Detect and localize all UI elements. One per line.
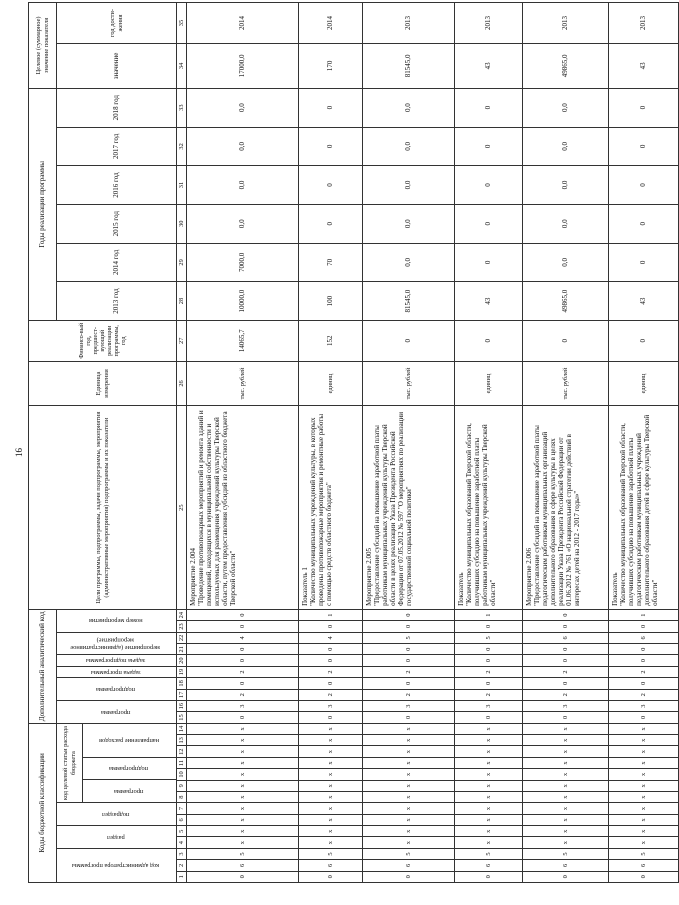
code-cell: 0 (523, 621, 609, 632)
header-extra-program: программа (100, 708, 131, 716)
code-cell: 0 (523, 609, 609, 620)
code-cell: x (187, 780, 299, 791)
code-cell: x (455, 746, 523, 757)
table-row (299, 3, 363, 883)
header-year-2016: 2016 год (57, 166, 177, 205)
program-table (28, 2, 679, 883)
row-year-value: 0,0 (523, 204, 609, 243)
header-extra-subprogram: подпрограмма (95, 685, 135, 693)
code-cell: x (299, 769, 363, 780)
code-cell: 0 (299, 871, 363, 882)
code-cell: x (363, 814, 455, 825)
row-description: Показатель 1 "Количество муниципальных учреждений культуры, в которых проведены противопожарные мероприятия и ремонтные работы с помощью средств областного бюджета" (299, 406, 363, 610)
code-cell: 1 (609, 609, 679, 620)
row-year-value: 0 (609, 88, 679, 127)
code-cell: x (187, 735, 299, 746)
row-description: Мероприятие 2.004 "Проведение противопожарных мероприятий и ремонта зданий и помещений, находящихся в муниципальной собственности и используемых для размещения учреждений культуры Тверской области, путем предоставления субсидий из областного бюджета Тверской области" (187, 406, 299, 610)
code-cell: x (363, 780, 455, 791)
code-cell: x (523, 803, 609, 814)
code-cell: x (187, 723, 299, 734)
header-task-program: задача программы (90, 668, 141, 676)
row-target-year: 2013 (523, 3, 609, 44)
code-cell: x (299, 792, 363, 803)
row-target-year: 2013 (609, 3, 679, 44)
row-year-value: 0 (455, 127, 523, 166)
row-year-value: 0,0 (363, 127, 455, 166)
row-fin-year-value: 0 (363, 320, 455, 361)
code-cell: x (299, 826, 363, 837)
code-cell: 0 (609, 644, 679, 655)
code-cell: x (523, 769, 609, 780)
code-cell: 0 (363, 609, 455, 620)
code-cell: x (187, 803, 299, 814)
code-cell: x (187, 792, 299, 803)
code-cell: x (455, 814, 523, 825)
code-cell: 4 (299, 632, 363, 643)
row-target-value: 81545,0 (363, 44, 455, 89)
code-cell: 0 (363, 871, 455, 882)
column-number: 26 (177, 361, 187, 406)
row-year-value: 0 (609, 127, 679, 166)
code-cell: 0 (523, 655, 609, 666)
column-number: 13 (177, 735, 187, 746)
code-cell: 6 (609, 632, 679, 643)
code-cell: 4 (187, 632, 299, 643)
code-cell: 0 (299, 655, 363, 666)
code-cell: 6 (187, 860, 299, 871)
header-target-article: код целевой статьи расхода бюджета (58, 724, 83, 803)
code-cell: x (299, 723, 363, 734)
row-year-value: 0 (299, 127, 363, 166)
code-cell: x (455, 826, 523, 837)
code-cell: x (609, 757, 679, 768)
code-cell: 0 (299, 712, 363, 723)
code-cell: 0 (363, 644, 455, 655)
row-year-value: 0,0 (187, 88, 299, 127)
code-cell: x (455, 780, 523, 791)
row-year-value: 0,0 (187, 127, 299, 166)
code-cell: 0 (455, 871, 523, 882)
code-cell: 2 (609, 689, 679, 700)
code-cell: 3 (609, 700, 679, 711)
column-number: 9 (177, 780, 187, 791)
header-goals: Цели программы, подпрограммы, задачи подпрограммы, мероприятия (административные мероприятия) подпрограммы и их показатели (29, 406, 177, 610)
code-cell: x (609, 780, 679, 791)
code-cell: 2 (363, 666, 455, 677)
row-year-value: 43 (455, 282, 523, 321)
code-cell: 6 (363, 860, 455, 871)
code-cell: 0 (523, 678, 609, 689)
code-cell: x (455, 769, 523, 780)
code-cell: 0 (299, 644, 363, 655)
column-number: 11 (177, 757, 187, 768)
code-cell: 2 (609, 666, 679, 677)
code-cell: x (299, 814, 363, 825)
code-cell: 6 (523, 632, 609, 643)
row-target-value: 49865,0 (523, 44, 609, 89)
code-cell: x (187, 814, 299, 825)
code-cell: 0 (299, 621, 363, 632)
code-cell: 0 (523, 644, 609, 655)
row-year-value: 100 (299, 282, 363, 321)
code-cell: 5 (299, 848, 363, 859)
row-year-value: 0,0 (523, 88, 609, 127)
code-cell: 5 (523, 848, 609, 859)
code-cell: x (299, 746, 363, 757)
column-number: 28 (177, 282, 187, 321)
row-year-value: 81545,0 (363, 282, 455, 321)
code-cell: x (609, 769, 679, 780)
row-target-value: 170 (299, 44, 363, 89)
code-cell: 1 (299, 609, 363, 620)
row-unit: тыс. рублей (363, 361, 455, 406)
row-year-value: 0 (299, 204, 363, 243)
column-number: 1 (177, 871, 187, 882)
row-unit: единиц (299, 361, 363, 406)
row-year-value: 0 (609, 243, 679, 282)
code-cell: 0 (187, 644, 299, 655)
column-number: 32 (177, 127, 187, 166)
code-cell: x (363, 757, 455, 768)
column-number: 2 (177, 860, 187, 871)
code-cell: x (609, 723, 679, 734)
row-fin-year-value: 0 (523, 320, 609, 361)
code-cell: x (609, 826, 679, 837)
column-number: 25 (177, 406, 187, 610)
code-cell: x (455, 723, 523, 734)
row-unit: тыс. рублей (187, 361, 299, 406)
column-number: 27 (177, 320, 187, 361)
header-year-2015: 2015 год (57, 204, 177, 243)
header-event: мероприятие (административное мероприятие) (70, 636, 161, 651)
code-cell: x (523, 792, 609, 803)
row-fin-year-value: 14065,7 (187, 320, 299, 361)
code-cell: x (187, 837, 299, 848)
column-number: 16 (177, 700, 187, 711)
table-row (455, 3, 523, 883)
code-cell: x (455, 735, 523, 746)
row-year-value: 7000,0 (187, 243, 299, 282)
table-row (363, 3, 455, 883)
header-expense-direction: направление расходов (98, 736, 160, 744)
column-number: 31 (177, 166, 187, 205)
row-year-value: 0,0 (523, 243, 609, 282)
code-cell: x (299, 803, 363, 814)
row-target-value: 43 (609, 44, 679, 89)
row-year-value: 0,0 (187, 166, 299, 205)
code-cell: x (299, 837, 363, 848)
code-cell: 0 (363, 678, 455, 689)
header-subprogram: подпрограмма (109, 765, 149, 773)
code-cell: 2 (299, 689, 363, 700)
header-section: раздел (106, 833, 125, 841)
code-cell: 2 (299, 666, 363, 677)
code-cell: 0 (187, 678, 299, 689)
code-cell: 6 (523, 860, 609, 871)
row-year-value: 0 (455, 166, 523, 205)
code-cell: 0 (187, 871, 299, 882)
code-cell: 0 (455, 712, 523, 723)
row-year-value: 0 (609, 204, 679, 243)
code-cell: 3 (363, 700, 455, 711)
row-year-value: 0 (455, 243, 523, 282)
code-cell: x (187, 769, 299, 780)
code-cell: x (609, 746, 679, 757)
code-cell: x (455, 837, 523, 848)
row-target-year: 2014 (299, 3, 363, 44)
code-cell: x (609, 803, 679, 814)
row-year-value: 0,0 (187, 204, 299, 243)
code-cell: x (523, 826, 609, 837)
column-number: 5 (177, 826, 187, 837)
code-cell: 5 (455, 632, 523, 643)
code-cell: x (523, 837, 609, 848)
code-cell: x (455, 792, 523, 803)
code-cell: x (363, 735, 455, 746)
row-target-value: 17000,0 (187, 44, 299, 89)
code-cell: 0 (523, 871, 609, 882)
code-cell: x (523, 746, 609, 757)
code-cell: x (455, 803, 523, 814)
header-year-2013: 2013 год (57, 282, 177, 321)
code-cell: x (187, 757, 299, 768)
header-adm-code: код администратора программы (71, 862, 159, 870)
code-cell: 3 (187, 700, 299, 711)
code-cell: 0 (363, 712, 455, 723)
row-unit: единиц (455, 361, 523, 406)
code-cell: 0 (609, 871, 679, 882)
column-number: 8 (177, 792, 187, 803)
column-number: 29 (177, 243, 187, 282)
table-row (609, 3, 679, 883)
code-cell: x (523, 814, 609, 825)
column-number: 34 (177, 44, 187, 89)
header-program: программа (114, 788, 144, 796)
column-number: 23 (177, 621, 187, 632)
header-subsection: подраздел (101, 810, 130, 818)
code-cell: 2 (187, 689, 299, 700)
row-year-value: 0,0 (363, 166, 455, 205)
header-years-impl: Годы реализации программы (29, 88, 57, 320)
code-cell: 2 (455, 666, 523, 677)
code-cell: x (187, 826, 299, 837)
header-extra-code: Дополнительный аналитический код (29, 609, 57, 723)
code-cell: 0 (609, 655, 679, 666)
code-cell: 5 (363, 632, 455, 643)
code-cell: 0 (455, 678, 523, 689)
code-cell: 0 (187, 609, 299, 620)
code-cell: 0 (187, 621, 299, 632)
row-year-value: 10000,0 (187, 282, 299, 321)
column-number: 35 (177, 3, 187, 44)
table-row (187, 3, 299, 883)
code-cell: 1 (455, 609, 523, 620)
row-target-year: 2013 (455, 3, 523, 44)
code-cell: 5 (187, 848, 299, 859)
row-year-value: 0,0 (523, 127, 609, 166)
row-year-value: 0 (299, 88, 363, 127)
code-cell: x (299, 780, 363, 791)
row-year-value: 0 (609, 166, 679, 205)
code-cell: 2 (455, 689, 523, 700)
code-cell: 3 (299, 700, 363, 711)
code-cell: x (363, 792, 455, 803)
row-unit: единиц (609, 361, 679, 406)
table-row (523, 3, 609, 883)
column-number: 3 (177, 848, 187, 859)
row-target-year: 2013 (363, 3, 455, 44)
code-cell: 0 (609, 678, 679, 689)
code-cell: x (363, 746, 455, 757)
code-cell: x (609, 792, 679, 803)
code-cell: x (609, 837, 679, 848)
header-task-subprogram: задача подпрограммы (85, 657, 146, 665)
row-description: Показатель "Количество муниципальных образований Тверской области, получивших субсидию на повышение заработной платы педагогическим работникам муниципальных учреждений дополнительного образования детей в сфере культуры Тверской области" (609, 406, 679, 610)
code-cell: x (363, 826, 455, 837)
code-cell: 0 (299, 678, 363, 689)
header-value: значение (57, 44, 177, 89)
column-number: 20 (177, 655, 187, 666)
row-year-value: 70 (299, 243, 363, 282)
row-year-value: 0,0 (363, 204, 455, 243)
row-year-value: 43 (609, 282, 679, 321)
code-cell: x (523, 757, 609, 768)
column-number: 15 (177, 712, 187, 723)
code-cell: 0 (455, 644, 523, 655)
code-cell: x (187, 746, 299, 757)
code-cell: 0 (455, 655, 523, 666)
row-year-value: 0,0 (523, 166, 609, 205)
code-cell: 6 (609, 860, 679, 871)
header-year-achieved: год дости-жения (57, 3, 177, 44)
row-year-value: 0,0 (363, 243, 455, 282)
row-year-value: 0 (299, 166, 363, 205)
code-cell: 0 (363, 621, 455, 632)
column-number: 21 (177, 644, 187, 655)
column-number: 10 (177, 769, 187, 780)
row-target-year: 2014 (187, 3, 299, 44)
code-cell: x (523, 723, 609, 734)
code-cell: 2 (523, 689, 609, 700)
code-cell: 2 (363, 689, 455, 700)
code-cell: 0 (187, 655, 299, 666)
code-cell: 3 (455, 700, 523, 711)
code-cell: 5 (363, 848, 455, 859)
column-number: 30 (177, 204, 187, 243)
page-number: 16 (14, 448, 24, 457)
column-number: 18 (177, 678, 187, 689)
code-cell: 0 (187, 712, 299, 723)
column-number: 24 (177, 609, 187, 620)
code-cell: x (609, 735, 679, 746)
header-year-2014: 2014 год (57, 243, 177, 282)
column-number: 4 (177, 837, 187, 848)
code-cell: x (363, 723, 455, 734)
code-cell: 6 (455, 860, 523, 871)
code-cell: x (299, 757, 363, 768)
code-cell: 5 (455, 848, 523, 859)
row-description: Показатель "Количество муниципальных образований Тверской области, получивших субсидию на повышение заработной платы работникам муниципальных учреждений культуры Тверской области" (455, 406, 523, 610)
header-fin-year: Финансо-вый год, предшест-вующий реализации программы, год (29, 320, 177, 361)
column-number: 7 (177, 803, 187, 814)
code-cell: 0 (609, 621, 679, 632)
column-number: 12 (177, 746, 187, 757)
row-unit: тыс. рублей (523, 361, 609, 406)
code-cell: x (363, 769, 455, 780)
row-fin-year-value: 0 (455, 320, 523, 361)
code-cell: 2 (187, 666, 299, 677)
column-number: 6 (177, 814, 187, 825)
code-cell: 0 (455, 621, 523, 632)
row-fin-year-value: 0 (609, 320, 679, 361)
column-number: 33 (177, 88, 187, 127)
row-year-value: 0,0 (363, 88, 455, 127)
column-number: 22 (177, 632, 187, 643)
code-cell: x (609, 814, 679, 825)
row-description: Мероприятие 2.006 "Предоставление субсидий на повышение заработной платы педагогическим работникам муниципальных организаций дополнительного образования в сфере культуры в целях реализации Указа Президента Российской Федерации от 01.06.2012 № 761 «О национальной стратегии действий в интересах детей на 2012 - 2017 годы»" (523, 406, 609, 610)
row-description: Мероприятие 2.005 "Предоставление субсидий на повышение заработной платы работникам муниципальных учреждений культуры Тверской области в целях реализации Указа Президента Российской Федерации от 07.05.2012 № 597 "О мероприятиях по реализации государственной социальной политики" (363, 406, 455, 610)
code-cell: 0 (363, 655, 455, 666)
row-fin-year-value: 152 (299, 320, 363, 361)
code-cell: 5 (609, 848, 679, 859)
row-year-value: 0 (455, 204, 523, 243)
code-cell: 0 (609, 712, 679, 723)
row-year-value: 49865,0 (523, 282, 609, 321)
code-cell: x (455, 757, 523, 768)
code-cell: 2 (523, 666, 609, 677)
code-cell: x (299, 735, 363, 746)
column-number: 19 (177, 666, 187, 677)
row-year-value: 0 (455, 88, 523, 127)
code-cell: x (523, 735, 609, 746)
header-budget-class: Коды бюджетной классификации (29, 723, 57, 882)
code-cell: 3 (523, 700, 609, 711)
code-cell: x (363, 803, 455, 814)
header-target-value: Целевое (суммарное) значение показателя (29, 3, 57, 89)
header-unit: Единица измерения (29, 361, 177, 406)
code-cell: 0 (523, 712, 609, 723)
column-number: 14 (177, 723, 187, 734)
code-cell: x (523, 780, 609, 791)
header-year-2017: 2017 год (57, 127, 177, 166)
row-target-value: 43 (455, 44, 523, 89)
code-cell: x (363, 837, 455, 848)
code-cell: 6 (299, 860, 363, 871)
header-year-2018: 2018 год (57, 88, 177, 127)
header-event-number: номер мероприятия (88, 617, 143, 625)
column-number: 17 (177, 689, 187, 700)
